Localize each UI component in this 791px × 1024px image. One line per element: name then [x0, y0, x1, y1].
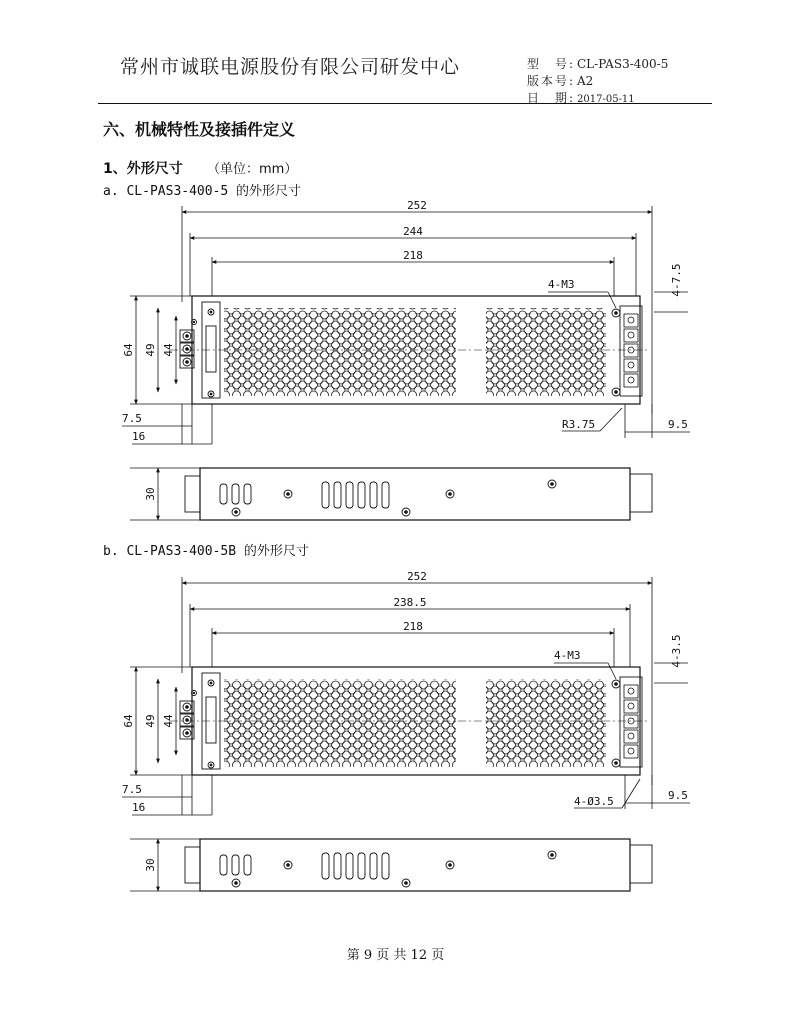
dim-16-label: 16: [132, 801, 146, 814]
side-slot-large-4: [370, 482, 377, 508]
ac-terminal-screw-4: [628, 748, 634, 754]
dim-overall-label: 252: [407, 570, 427, 583]
side-screw-2-center: [234, 510, 238, 514]
ac-terminal-screw-0: [628, 688, 634, 694]
led-indicator-center: [193, 321, 195, 323]
side-slot-small-2: [244, 484, 251, 504]
ac-terminal-0: [624, 685, 638, 698]
version-value: A2: [577, 74, 594, 88]
vent-mesh-left-offset: [224, 684, 456, 762]
terminal-screw-1-center: [185, 347, 189, 351]
ac-terminal-3: [624, 359, 638, 372]
ac-terminal-4: [624, 745, 638, 758]
side-view-outline: [200, 468, 630, 520]
side-slot-large-5: [382, 853, 389, 879]
callout-screws-leader: [608, 292, 616, 308]
side-slot-small-2: [244, 855, 251, 875]
dim-height-label: 64: [122, 714, 135, 728]
ac-terminal-screw-1: [628, 332, 634, 338]
company-name: 常州市诚联电源股份有限公司研发中心: [120, 56, 461, 78]
vent-mesh-right-offset: [486, 313, 606, 391]
ac-terminal-3: [624, 730, 638, 743]
ac-terminal-0: [624, 314, 638, 327]
side-screw-5-center: [550, 482, 554, 486]
side-slot-large-2: [346, 482, 353, 508]
ac-terminal-2: [624, 715, 638, 728]
dim-inner-label: 218: [403, 620, 423, 633]
side-screw-1-center: [286, 863, 290, 867]
side-slot-large-1: [334, 482, 341, 508]
date-label: 日 期:: [527, 91, 576, 105]
dim-7-5-label: 7.5: [122, 783, 142, 796]
left-top-screw-center: [210, 682, 213, 685]
terminal-screw-2-center: [185, 731, 189, 735]
dim-screws-label: 4-M3: [554, 649, 581, 662]
side-slot-large-3: [358, 853, 365, 879]
dim-top-right-label: 4-7.5: [670, 263, 683, 297]
dim-7-5-label: 7.5: [122, 412, 142, 425]
side-slot-small-1: [232, 855, 239, 875]
side-view-left-tab: [185, 847, 200, 883]
date-value: 2017-05-11: [577, 94, 635, 105]
ac-terminal-screw-4: [628, 377, 634, 383]
left-bottom-screw-center: [210, 393, 213, 396]
dim-side-height-label: 30: [144, 858, 157, 872]
dim-h49-label: 49: [144, 343, 157, 357]
side-slot-small-1: [232, 484, 239, 504]
side-slot-large-2: [346, 853, 353, 879]
ac-terminal-4: [624, 374, 638, 387]
side-slot-large-4: [370, 853, 377, 879]
subsection-title: 1、外形尺寸: [103, 161, 183, 177]
screw-m3-top-center: [614, 682, 618, 686]
terminal-screw-2-center: [185, 360, 189, 364]
side-view-right-tab: [630, 474, 652, 512]
dim-16-label: 16: [132, 430, 146, 443]
ac-terminal-screw-1: [628, 703, 634, 709]
terminal-screw-0-center: [185, 334, 189, 338]
ac-terminal-screw-0: [628, 317, 634, 323]
ac-terminal-screw-3: [628, 362, 634, 368]
drawing-b: [122, 570, 690, 891]
left-top-screw-center: [210, 311, 213, 314]
drawing-a: [122, 199, 690, 520]
model-label: 型 号:: [527, 57, 576, 71]
page-footer: 第 9 页 共 12 页: [346, 948, 445, 963]
caption-a: a. CL-PAS3-400-5 的外形尺寸: [103, 184, 302, 199]
side-slot-large-0: [322, 482, 329, 508]
unit-note: （单位：mm）: [207, 162, 298, 177]
dim-radius-label: R3.75: [562, 418, 596, 431]
dim-h44-label: 44: [162, 343, 175, 357]
side-slot-large-3: [358, 482, 365, 508]
adjust-slot: [206, 697, 216, 743]
screw-m3-bottom-center: [614, 761, 618, 765]
side-view-right-tab: [630, 845, 652, 883]
side-slot-small-0: [220, 855, 227, 875]
side-view-outline: [200, 839, 630, 891]
right-terminal-block: [620, 677, 642, 767]
caption-b: b. CL-PAS3-400-5B 的外形尺寸: [103, 544, 309, 559]
right-terminal-block: [620, 306, 642, 396]
adjust-slot: [206, 326, 216, 372]
side-slot-large-5: [382, 482, 389, 508]
side-slot-small-0: [220, 484, 227, 504]
ac-terminal-2: [624, 344, 638, 357]
dim-9-5-label: 9.5: [668, 418, 688, 431]
side-screw-2-center: [234, 881, 238, 885]
side-slot-large-1: [334, 853, 341, 879]
dim-h44-label: 44: [162, 714, 175, 728]
dim-mid-label: 244: [403, 225, 423, 238]
ac-terminal-screw-3: [628, 733, 634, 739]
dim-top-right-label: 4-3.5: [670, 634, 683, 668]
left-bottom-screw-center: [210, 764, 213, 767]
model-value: CL-PAS3-400-5: [577, 57, 669, 71]
dim-h49-label: 49: [144, 714, 157, 728]
led-indicator-center: [193, 692, 195, 694]
side-screw-1-center: [286, 492, 290, 496]
side-view-left-tab: [185, 476, 200, 512]
terminal-screw-1-center: [185, 718, 189, 722]
side-slot-large-0: [322, 853, 329, 879]
dim-inner-label: 218: [403, 249, 423, 262]
side-screw-4-center: [404, 510, 408, 514]
version-label: 版本号:: [527, 74, 576, 88]
vent-mesh-left-offset: [224, 313, 456, 391]
vent-mesh-right-offset: [486, 684, 606, 762]
dim-9-5-label: 9.5: [668, 789, 688, 802]
dim-screws-label: 4-M3: [548, 278, 575, 291]
dim-side-height-label: 30: [144, 487, 157, 501]
callout-radius-leader: [600, 408, 622, 431]
callout-screws-leader: [608, 663, 616, 679]
screw-m3-bottom-center: [614, 390, 618, 394]
dim-holes-label: 4-Ø3.5: [574, 795, 614, 808]
ac-terminal-1: [624, 329, 638, 342]
side-screw-3-center: [448, 492, 452, 496]
side-screw-5-center: [550, 853, 554, 857]
dim-overall-label: 252: [407, 199, 427, 212]
side-screw-4-center: [404, 881, 408, 885]
section-title: 六、机械特性及接插件定义: [103, 120, 296, 139]
screw-m3-top-center: [614, 311, 618, 315]
dim-mid-label: 238.5: [393, 596, 427, 609]
ac-terminal-1: [624, 700, 638, 713]
dim-height-label: 64: [122, 343, 135, 357]
side-screw-3-center: [448, 863, 452, 867]
terminal-screw-0-center: [185, 705, 189, 709]
